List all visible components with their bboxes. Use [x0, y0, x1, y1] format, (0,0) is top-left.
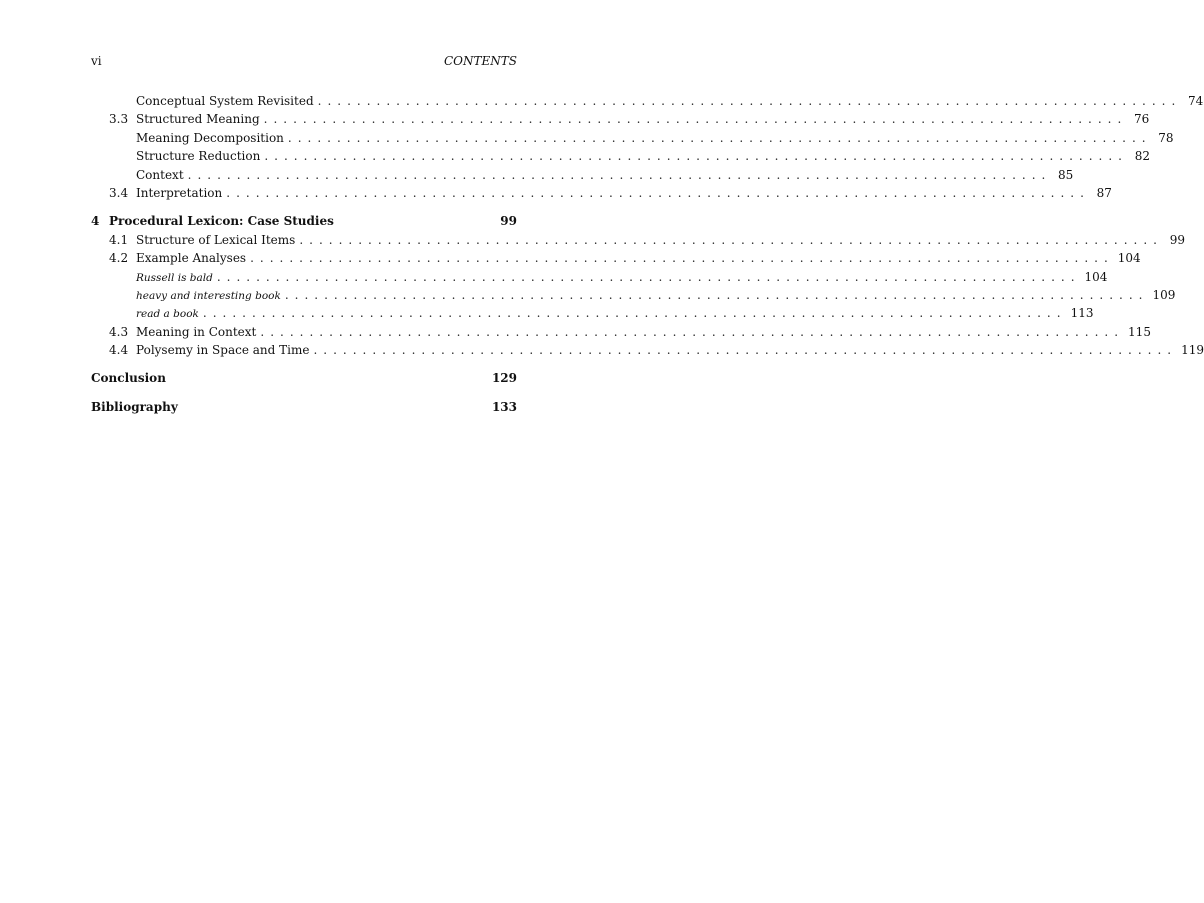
toc-entry-number: 4.3	[109, 324, 129, 339]
dot-leader: ........................................................................................	[216, 269, 1081, 284]
dot-leader: ........................................................................................	[260, 324, 1125, 339]
toc-entry-page: 104	[1117, 251, 1141, 266]
toc-chapter-label: Procedural Lexicon: Case Studies	[109, 214, 334, 229]
toc-entry-interpretation[interactable]	[91, 184, 1112, 202]
toc-entry-page: 87	[1096, 185, 1112, 200]
toc-part-label: Conclusion	[91, 371, 166, 386]
toc-entry-label: Interpretation	[136, 185, 223, 200]
toc-entry-page: 78	[1158, 130, 1174, 145]
toc-part-label: Bibliography	[91, 399, 178, 414]
toc-entry-label: Context	[136, 167, 184, 182]
toc-entry-label: heavy and interesting book	[136, 289, 281, 302]
toc-entry-structure-of-lexical-items[interactable]	[91, 231, 1185, 249]
toc-entry-page: 74	[1188, 94, 1204, 108]
toc-entry-label: Meaning Decomposition	[136, 130, 284, 145]
toc-entry-label: Russell is bald	[136, 271, 213, 284]
toc-entry-page: 82	[1134, 149, 1150, 164]
dot-leader: ........................................................................................	[263, 112, 1128, 127]
dot-leader: ........................................................................................	[284, 287, 1149, 302]
toc-part-conclusion[interactable]	[91, 369, 517, 387]
toc-entry-page: 115	[1128, 324, 1151, 339]
toc-part-bibliography[interactable]	[91, 398, 517, 416]
table-of-contents	[91, 92, 1204, 416]
toc-entry-number: 4.2	[109, 251, 129, 266]
dot-leader: ........................................................................................	[226, 185, 1090, 200]
dot-leader: ........................................................................................	[264, 149, 1128, 164]
toc-entry-page: 99	[1169, 232, 1185, 247]
toc-entry-label: Meaning in Context	[136, 324, 257, 339]
toc-entry-label: Conceptual System Revisited	[136, 94, 314, 108]
toc-part-page: 129	[491, 371, 517, 386]
toc-chapter-procedural-lexicon[interactable]	[91, 212, 517, 230]
toc-entry-page: 104	[1084, 269, 1108, 284]
dot-leader: ........................................................................................	[250, 251, 1114, 266]
toc-part-page: 133	[491, 399, 517, 414]
dot-leader: ........................................................................................	[187, 167, 1052, 182]
toc-entry-page: 119	[1181, 343, 1204, 358]
toc-entry-heavy-and-interesting-book[interactable]	[91, 286, 1176, 304]
toc-entry-number: 3.3	[109, 112, 129, 127]
toc-entry-context[interactable]	[91, 166, 1074, 184]
toc-entry-label: Example Analyses	[136, 251, 247, 266]
toc-entry-page: 76	[1134, 112, 1150, 127]
toc-entry-structure-reduction[interactable]	[91, 147, 1150, 165]
toc-entry-label: Structure of Lexical Items	[136, 232, 296, 247]
toc-entry-conceptual-system-revisited[interactable]	[91, 92, 1204, 110]
dot-leader: ........................................................................................	[202, 306, 1067, 321]
toc-entry-page: 85	[1058, 167, 1074, 182]
toc-chapter-number: 4	[91, 214, 100, 229]
running-title: CONTENTS	[443, 54, 517, 68]
toc-entry-russell-is-bald[interactable]	[91, 268, 1108, 286]
toc-entry-meaning-in-context[interactable]	[91, 323, 1151, 341]
toc-chapter-page: 99	[500, 214, 517, 229]
toc-entry-number: 4.4	[109, 343, 129, 358]
toc-entry-polysemy-in-space-and-time[interactable]	[91, 341, 1204, 359]
toc-entry-number: 4.1	[109, 232, 129, 247]
toc-entry-meaning-decomposition[interactable]	[91, 129, 1174, 147]
dot-leader: ........................................................................................	[287, 130, 1152, 145]
toc-entry-label: read a book	[136, 308, 199, 321]
toc-entry-page: 109	[1152, 287, 1176, 302]
dot-leader: ........................................................................................	[299, 232, 1163, 247]
dot-leader: ........................................................................................	[317, 94, 1182, 108]
toc-entry-label: Polysemy in Space and Time	[136, 343, 310, 358]
toc-entry-number: 3.4	[109, 185, 129, 200]
toc-entry-structured-meaning[interactable]	[91, 110, 1150, 128]
toc-entry-label: Structured Meaning	[136, 112, 260, 127]
page-folio: vi	[91, 54, 102, 68]
toc-entry-label: Structure Reduction	[136, 149, 261, 164]
dot-leader: ........................................................................................	[313, 343, 1178, 358]
toc-entry-read-a-book[interactable]	[91, 304, 1094, 322]
toc-entry-page: 113	[1070, 306, 1094, 321]
toc-entry-example-analyses[interactable]	[91, 249, 1141, 267]
